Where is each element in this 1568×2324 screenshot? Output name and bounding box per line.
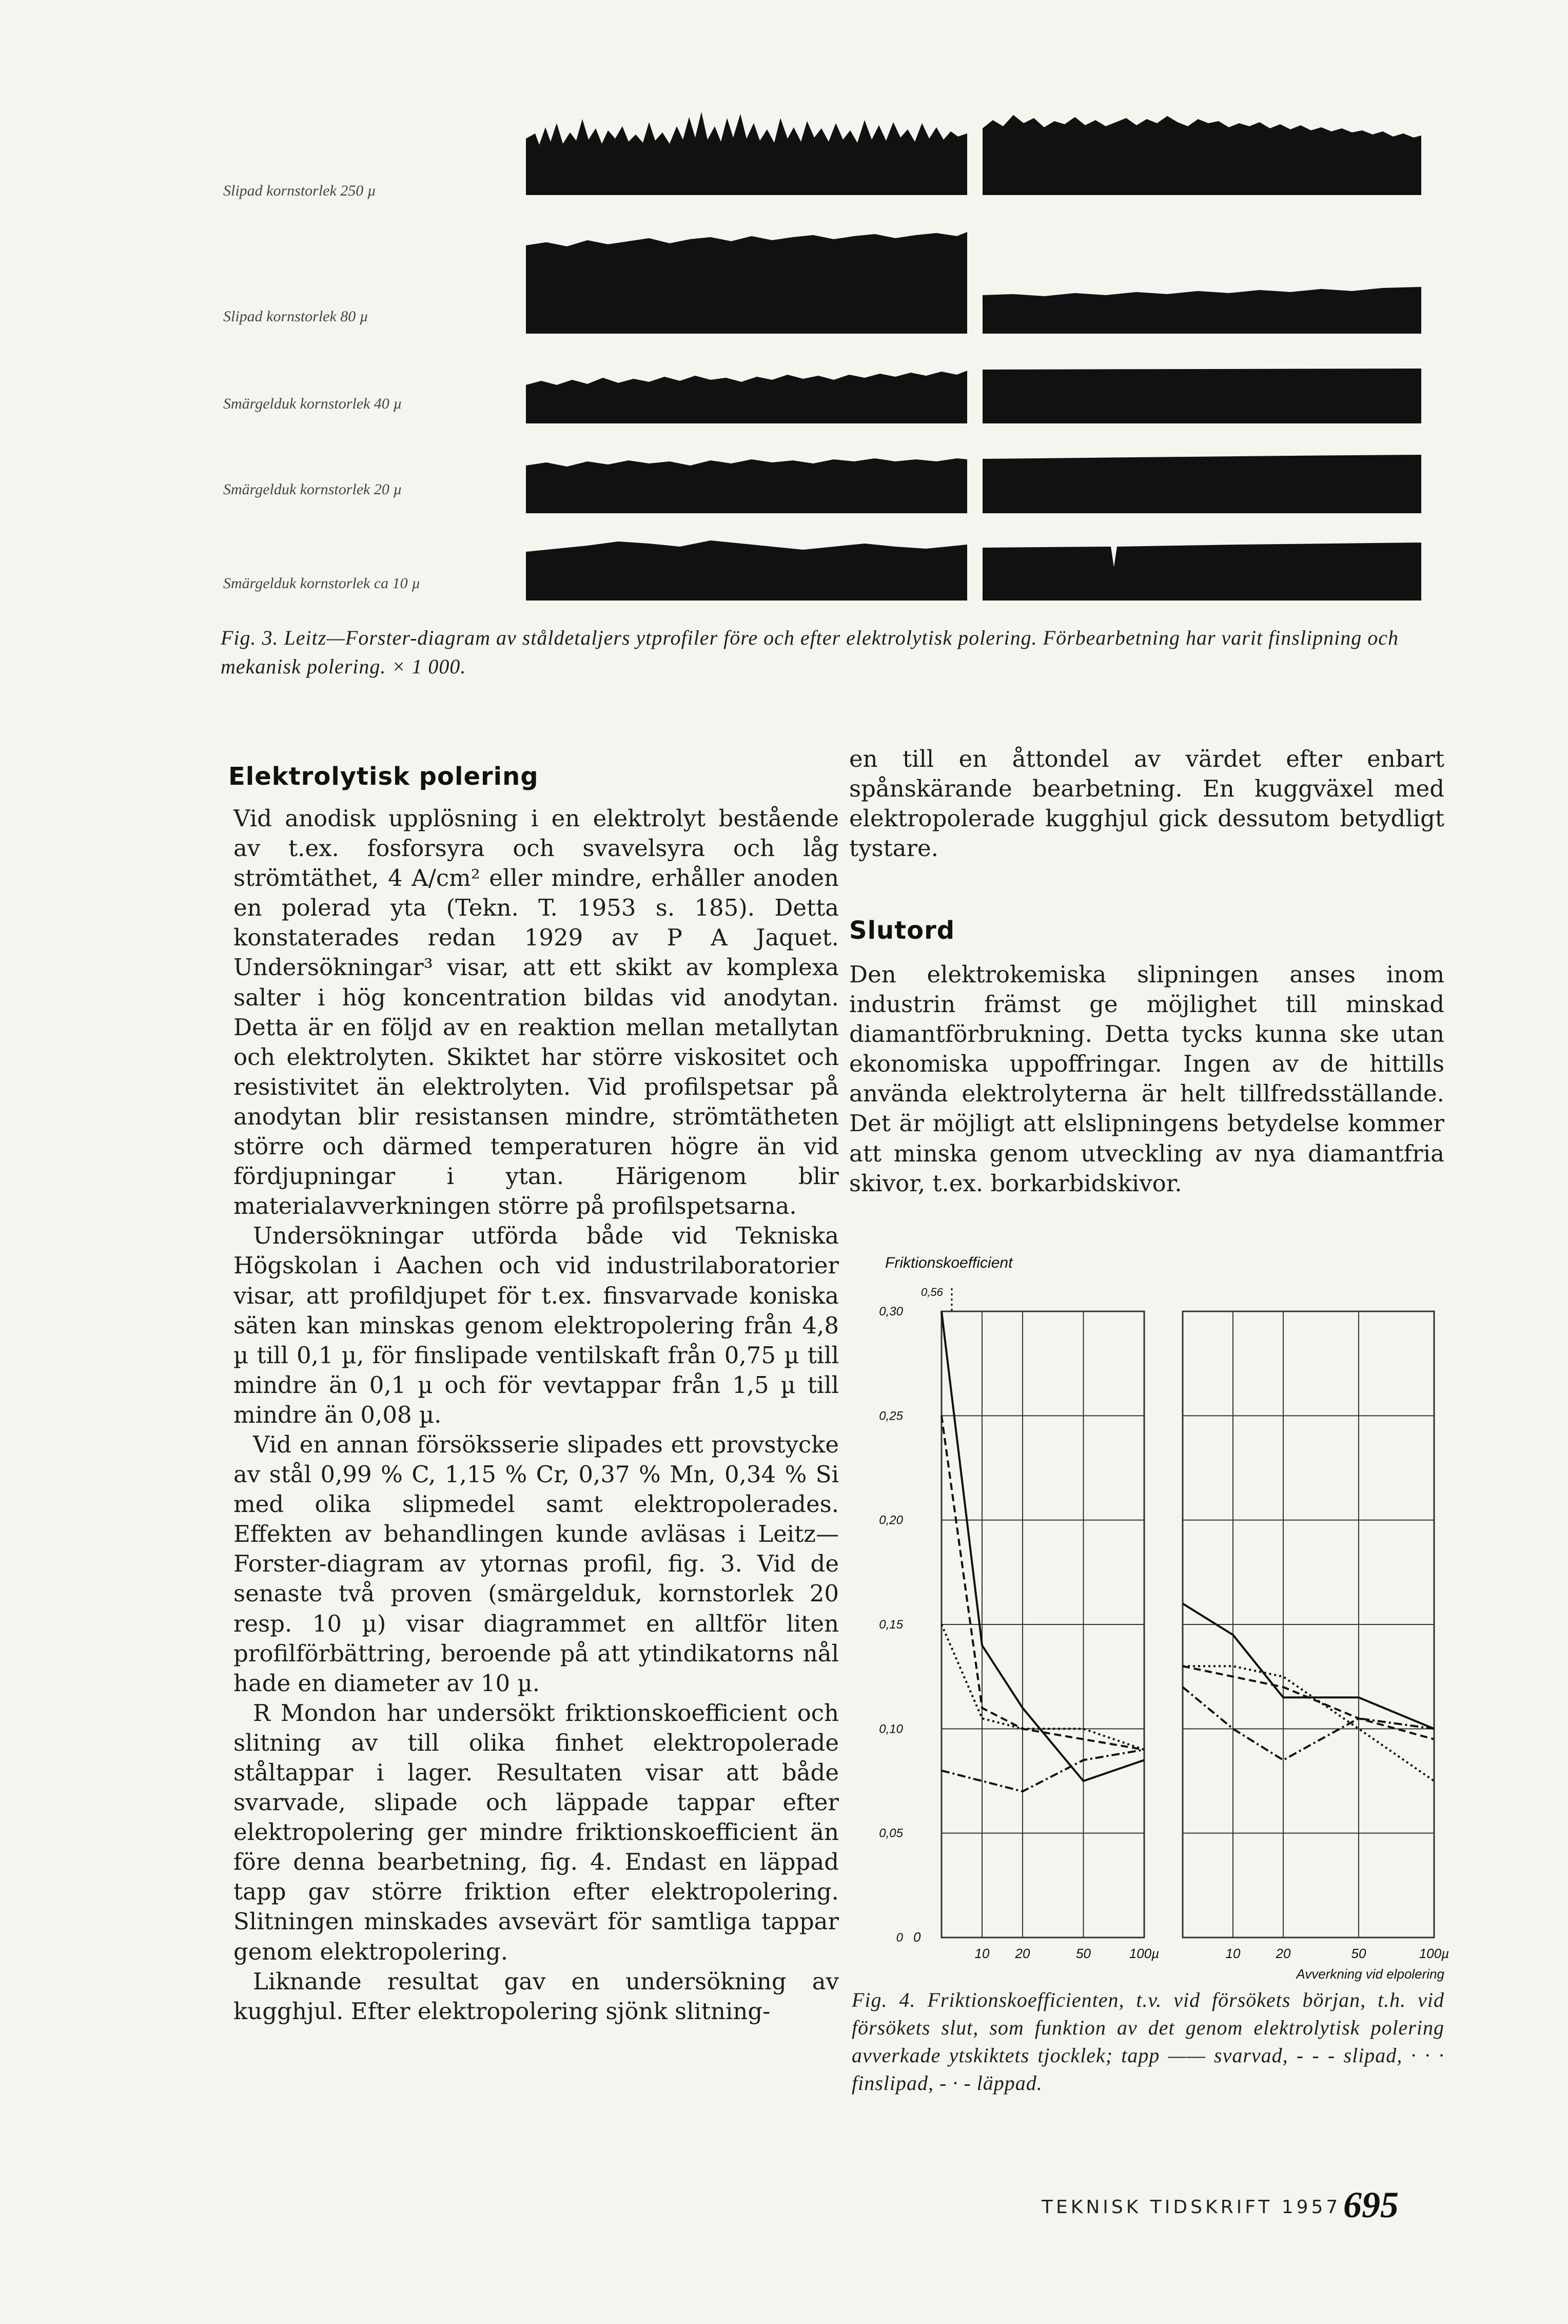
profile-after-4: [983, 452, 1421, 513]
x-tick-label: 100µ: [1419, 1946, 1449, 1961]
y-tick-label: 0,25: [879, 1409, 903, 1423]
profile-after-5: [983, 536, 1421, 601]
profile-before-2: [526, 231, 967, 334]
page-number: 695: [1343, 2184, 1399, 2225]
y-tick-label: 0,30: [879, 1305, 903, 1319]
profile-after-2: [983, 285, 1421, 334]
profile-before-3: [526, 370, 967, 423]
y-tick-label: 0,20: [879, 1513, 903, 1527]
paragraph: Den elektrokemiska slipningen anses inom industrin främst ge möjlighet till minskad diamantförbrukning. Detta tycks kunna ske utan ekonomiska uppoffringar. Ingen av de hittills använda elektrolyterna är helt tillfredsställande. Det är möjligt att elslipningens betydelse kommer att minska genom utveckling av nya diamantfria skivor, t.ex. borkarbidskivor.: [849, 961, 1444, 1197]
y-axis-label: Friktionskoefficient: [885, 1254, 1013, 1271]
fig4-chart: [841, 1247, 1449, 1982]
journal-name: TEKNISK TIDSKRIFT 1957: [1042, 2197, 1341, 2218]
fig3-caption: Fig. 3. Leitz—Forster-diagram av ståldetaljers ytprofiler före och efter elektrolytisk polering. Förbearbetning har varit finslipning och mekanisk polering. × 1 000.: [221, 626, 1399, 678]
y-tick-label: 0,05: [879, 1826, 903, 1841]
paragraph: Liknande resultat gav en undersökning av kugghjul. Efter elektropolering sjönk slitning-: [233, 1967, 839, 2025]
right-column-top: [849, 744, 1444, 863]
heading-elektrolytisk-polering: Elektrolytisk polering: [228, 762, 539, 791]
profile-before-5: [526, 536, 967, 601]
series-line-svarvad: [942, 1311, 1144, 1781]
profile-before-1: [526, 108, 967, 195]
profile-after-3: [983, 365, 1421, 423]
paragraph: Vid en annan försöksserie slipades ett provstycke av stål 0,99 % C, 1,15 % Cr, 0,37 % Mn, 0,34 % Si med olika slipmedel samt elektropolerades. Effekten av behandlingen kunde avläsas i Leitz—Forster-diagram av ytornas profil, fig. 3. Vid de senaste två proven (smärgelduk, kornstorlek 20 resp. 10 µ) visar diagrammet en alltför liten profilförbättring, beroende på att ytindikatorns nål hade en diameter av 10 µ.: [233, 1430, 839, 1697]
y-tick-label: 0,15: [879, 1618, 903, 1632]
profile-label-3: Smärgelduk kornstorlek 40 µ: [223, 395, 402, 412]
x-tick-label: 20: [1015, 1946, 1030, 1961]
right-column-body: [849, 960, 1444, 1198]
x-tick-label: 10: [1225, 1946, 1241, 1961]
profile-after-1: [983, 108, 1421, 195]
y-tick-label: 0,10: [879, 1722, 903, 1736]
x-tick-label: 50: [1076, 1946, 1091, 1961]
peak-label: 0,56: [921, 1286, 943, 1299]
heading-slutord: Slutord: [849, 916, 955, 945]
profile-label-4: Smärgelduk kornstorlek 20 µ: [223, 481, 402, 498]
paragraph: en till en åttondel av värdet efter enbart spånskärande bearbetning. En kuggväxel med elektropolerade kugghjul gick dessutom betydligt tystare.: [849, 745, 1444, 862]
series-line-slipad: [942, 1416, 1144, 1750]
y-zero-label: 0: [913, 1929, 921, 1945]
left-column: [233, 804, 839, 2026]
paragraph: Vid anodisk upplösning i en elektrolyt bestående av t.ex. fosforsyra och svavelsyra och låg strömtäthet, 4 A/cm² eller mindre, erhåller anoden en polerad yta (Tekn. T. 1953 s. 185). Detta konstaterades redan 1929 av P A Jaquet. Undersökningar³ visar, att ett skikt av komplexa salter i hög koncentration bildas vid anodytan. Detta är en följd av en reaktion mellan metallytan och elektrolyten. Skiktet har större viskositet och resistivitet än elektrolyten. Vid profilspetsar på anodytan blir resistansen mindre, strömtätheten större och därmed temperaturen högre än vid fördjupningar i ytan. Härigenom blir materialavverkningen större på profilspetsarna.: [233, 805, 839, 1220]
paragraph: R Mondon har undersökt friktionskoefficient och slitning av till olika finhet elektropolerade ståltappar i lager. Resultaten visar att både svarvade, slipade och läppade tappar efter elektropolering ger mindre friktionskoefficient än före denna bearbetning, fig. 4. Endast en läppad tapp gav större friktion efter elektropolering. Slitningen minskades avsevärt för samtliga tappar genom elektropolering.: [233, 1699, 839, 1965]
x-tick-label: 100µ: [1129, 1946, 1160, 1961]
profile-label-2: Slipad kornstorlek 80 µ: [223, 308, 369, 325]
paragraph: Undersökningar utförda både vid Tekniska Högskolan i Aachen och vid industrilaboratorier visar, att profildjupet för t.ex. finsvarvade koniska säten kan minskas genom elektropolering från 4,8 µ till 0,1 µ, för finslipade ventilskaft från 0,75 µ till mindre än 0,1 µ och för vevtappar från 1,5 µ till mindre än 0,08 µ.: [233, 1222, 839, 1428]
x-tick-label: 50: [1351, 1946, 1366, 1961]
x-axis-label: Avverkning vid elpolering: [1296, 1966, 1444, 1982]
x-tick-label: 20: [1276, 1946, 1291, 1961]
x-tick-label: 10: [974, 1946, 990, 1961]
profile-before-4: [526, 454, 967, 513]
y-tick-label: 0: [896, 1931, 903, 1945]
profile-label-1: Slipad kornstorlek 250 µ: [223, 182, 377, 199]
fig4-caption: Fig. 4. Friktionskoefficienten, t.v. vid försökets början, t.h. vid försökets slut, som funktion av det genom elektrolytisk polering avverkade ytskiktets tjocklek; tapp —— svarvad, - - - slipad, · · · finslipad, - · - läppad.: [852, 1988, 1444, 2095]
profile-label-5: Smärgelduk kornstorlek ca 10 µ: [223, 575, 421, 592]
